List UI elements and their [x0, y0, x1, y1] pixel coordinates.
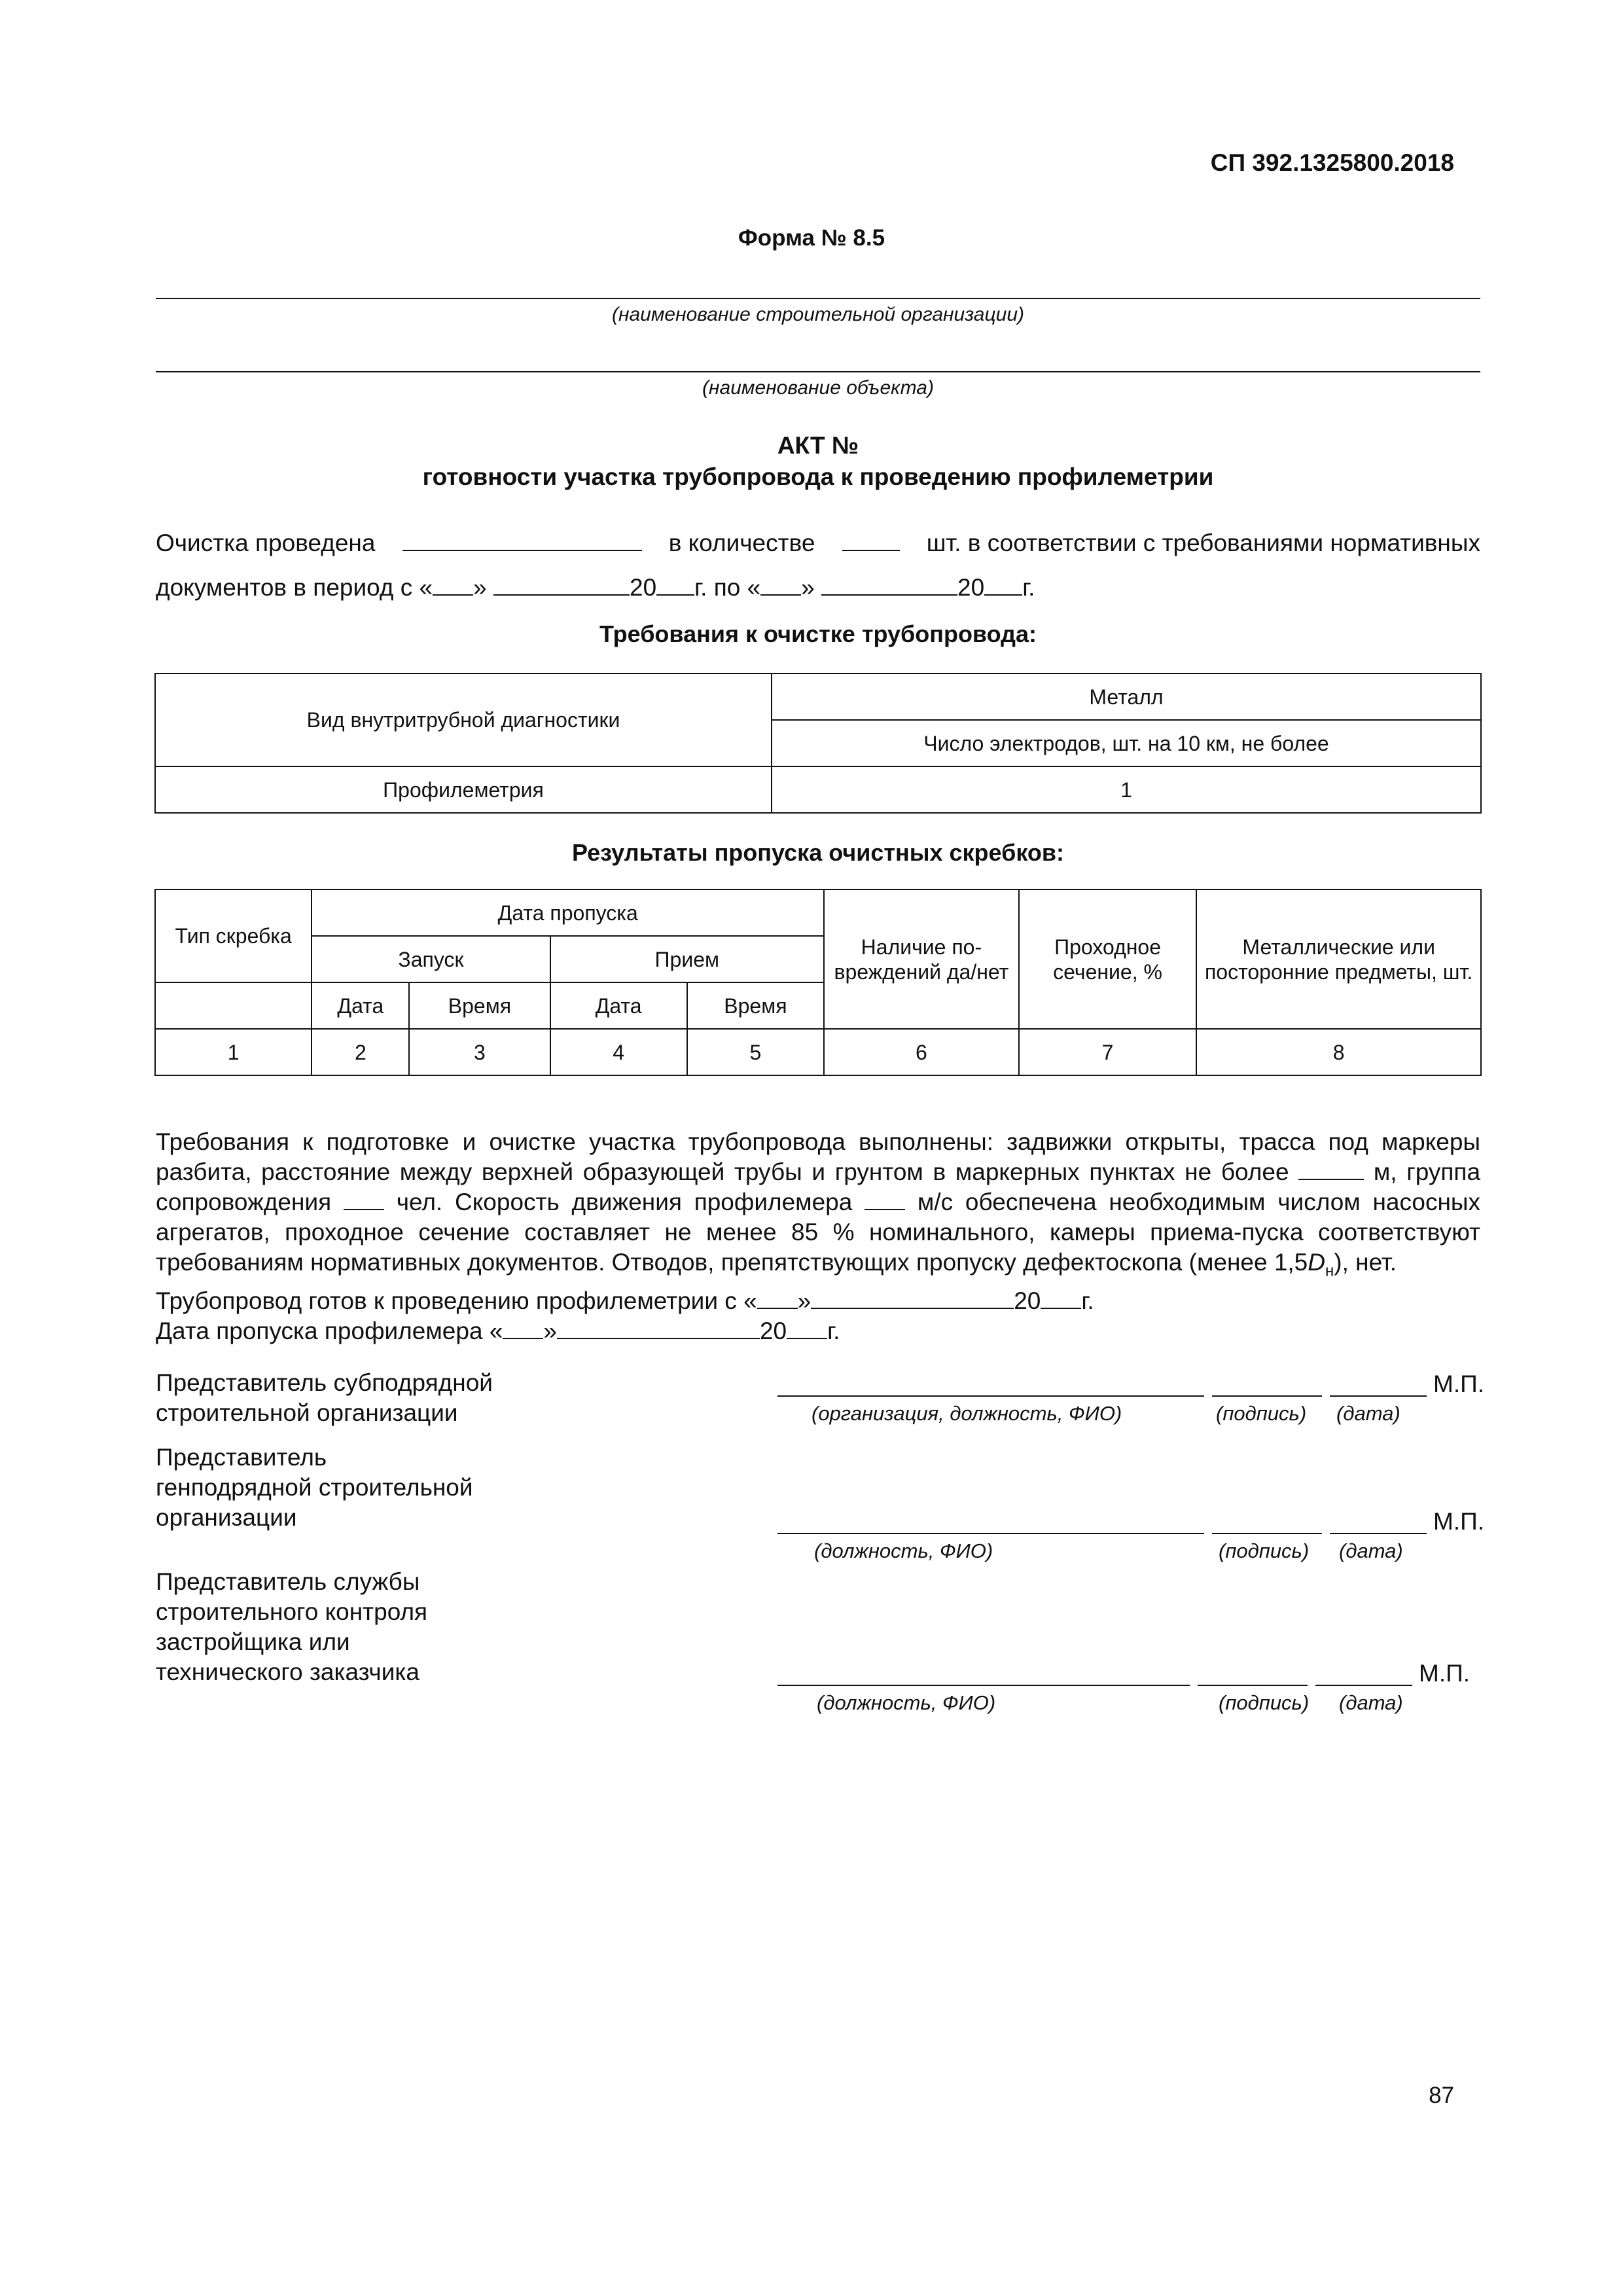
- requirements-table: [154, 673, 1482, 814]
- stamp-mark: М.П.: [1433, 1371, 1484, 1397]
- act-subtitle: готовности участка трубопровода к проведению профилеметрии: [422, 463, 1214, 490]
- end-month-field[interactable]: [821, 575, 957, 596]
- subcontractor-date-field[interactable]: [1330, 1395, 1427, 1397]
- rep-construction-control-label: [156, 1567, 427, 1687]
- label-line: застройщика или: [156, 1628, 350, 1655]
- label-line: организации: [156, 1504, 297, 1531]
- caption-position: (должность, ФИО): [814, 1539, 993, 1562]
- caption-org: (организация, должность, ФИО): [812, 1402, 1122, 1425]
- intro-text-cleaning: Очистка проведена: [156, 529, 376, 556]
- paragraph-text-4: м/с обеспечена необходимым числом насосных агрегатов, проходное сечение составляет не менее 85 % номинального, камеры приема-пуска соответствуют требованиям нормативных документов. Отводов, препятствующих пропуску дефектоскопа (менее 1,5: [156, 1189, 1481, 1276]
- header-electrode-count: Число электродов, шт. на 10 км, не более: [772, 720, 1481, 766]
- paragraph-text-5: ), нет.: [1334, 1249, 1397, 1276]
- stamp-mark: М.П.: [1419, 1660, 1470, 1687]
- header-receive-date: Дата: [550, 982, 687, 1029]
- org-name-caption: (наименование строительной организации): [611, 304, 1024, 325]
- paragraph-text-1: Требования к подготовке и очистке участка трубопровода выполнены: задвижки открыты, трасса под маркеры разбита, расстояние между верхней образующей трубы и грунтом в маркерных пунктах не более: [156, 1128, 1480, 1185]
- label-line: Представитель: [156, 1444, 327, 1471]
- header-diagnostic-type: Вид внутритрубной диагностики: [155, 673, 772, 766]
- requirements-heading: Требования к очистке трубопровода:: [599, 620, 1037, 647]
- year-prefix: 20: [630, 574, 657, 601]
- label-line: строительного контроля: [156, 1598, 428, 1625]
- year-suffix: г.: [1081, 1287, 1094, 1315]
- year-suffix: г.: [827, 1318, 840, 1345]
- row-electrode-value: 1: [772, 766, 1481, 813]
- paragraph-text-2: м, группа сопровождения: [156, 1158, 1481, 1215]
- caption-signature: (подпись): [1219, 1691, 1310, 1714]
- header-metal: Металл: [772, 673, 1481, 720]
- intro-text-to: г. по «: [694, 574, 761, 601]
- object-name-line[interactable]: [156, 371, 1480, 372]
- header-damage: Наличие по-вреждений да/нет: [824, 889, 1019, 1029]
- column-number: 2: [312, 1029, 409, 1075]
- distance-field[interactable]: [1298, 1159, 1364, 1180]
- org-name-line[interactable]: [156, 298, 1480, 299]
- ready-year-field[interactable]: [1041, 1288, 1081, 1309]
- results-heading: Результаты пропуска очистных скребков:: [572, 839, 1064, 866]
- rep-subcontractor-label: [156, 1368, 493, 1428]
- header-foreign-objects: Металлические или посторонние предметы, шт.: [1196, 889, 1481, 1029]
- form-number: Форма № 8.5: [738, 225, 885, 251]
- column-number: 8: [1196, 1029, 1481, 1075]
- speed-field[interactable]: [865, 1189, 905, 1210]
- header-launch-time: Время: [409, 982, 550, 1029]
- header-section: Проходное сечение, %: [1019, 889, 1197, 1029]
- ready-month-field[interactable]: [811, 1288, 1014, 1309]
- column-number: 7: [1019, 1029, 1197, 1075]
- header-pass-date: Дата пропуска: [312, 889, 824, 936]
- caption-signature: (подпись): [1216, 1402, 1307, 1425]
- column-number: 1: [155, 1029, 312, 1075]
- intro-line-1: [156, 521, 1480, 565]
- quote-close: »: [543, 1318, 557, 1345]
- start-year-field[interactable]: [656, 575, 694, 596]
- column-number: 6: [824, 1029, 1019, 1075]
- paragraph-text-3: чел. Скорость движения профилемера: [396, 1189, 853, 1215]
- label-line: Представитель службы: [156, 1568, 420, 1595]
- page-number: 87: [1429, 2083, 1454, 2108]
- label-line: технического заказчика: [156, 1659, 419, 1685]
- column-number: 5: [687, 1029, 824, 1075]
- pass-year-field[interactable]: [787, 1318, 827, 1339]
- cell-empty: [155, 982, 312, 1029]
- ready-day-field[interactable]: [757, 1288, 798, 1309]
- quote-close: »: [473, 574, 487, 601]
- paragraph-main: [156, 1127, 1480, 1286]
- object-name-caption: (наименование объекта): [702, 377, 934, 399]
- act-title: АКТ №: [777, 432, 859, 459]
- caption-date: (дата): [1339, 1691, 1403, 1714]
- header-launch-date: Дата: [312, 982, 409, 1029]
- gencontractor-signature-field[interactable]: [1212, 1533, 1322, 1534]
- control-signature-field[interactable]: [1198, 1685, 1308, 1686]
- pass-day-field[interactable]: [503, 1318, 543, 1339]
- intro-text-quantity: в количестве: [668, 529, 815, 556]
- document-code: СП 392.1325800.2018: [1210, 149, 1454, 176]
- caption-signature: (подпись): [1219, 1539, 1310, 1562]
- year-prefix: 20: [1014, 1287, 1041, 1315]
- year-prefix: 20: [759, 1318, 787, 1345]
- stamp-mark: М.П.: [1433, 1508, 1484, 1535]
- header-receive: Прием: [550, 936, 824, 982]
- row-profilometry: Профилеметрия: [155, 766, 772, 813]
- escort-count-field[interactable]: [344, 1189, 384, 1210]
- column-number: 3: [409, 1029, 550, 1075]
- pass-date-text: Дата пропуска профилемера «: [156, 1318, 503, 1345]
- column-number: 4: [550, 1029, 687, 1075]
- label-line: Представитель субподрядной: [156, 1369, 493, 1396]
- diameter-symbol: D: [1308, 1249, 1325, 1276]
- start-day-field[interactable]: [433, 575, 473, 596]
- gencontractor-position-field[interactable]: [777, 1533, 1204, 1534]
- label-line: генподрядной строительной: [156, 1474, 473, 1501]
- pass-month-field[interactable]: [557, 1318, 760, 1339]
- header-scraper-type: Тип скребка: [155, 889, 312, 982]
- requirements-paragraph: [156, 1127, 1480, 1346]
- header-receive-time: Время: [687, 982, 824, 1029]
- end-day-field[interactable]: [760, 575, 801, 596]
- year-prefix: 20: [957, 574, 985, 601]
- subcontractor-signature-field[interactable]: [1212, 1395, 1322, 1397]
- rep-general-contractor-label: [156, 1443, 473, 1533]
- year-suffix: г.: [1022, 574, 1035, 601]
- caption-date: (дата): [1339, 1539, 1403, 1562]
- quote-close: »: [797, 1287, 812, 1315]
- control-date-field[interactable]: [1315, 1685, 1412, 1686]
- caption-position: (должность, ФИО): [817, 1691, 996, 1714]
- results-table: [154, 889, 1482, 1076]
- gencontractor-date-field[interactable]: [1330, 1533, 1427, 1534]
- quote-close: »: [801, 574, 815, 601]
- pass-date-line: [156, 1316, 1480, 1346]
- intro-text-requirements: шт. в соответствии с требованиями нормативных: [926, 529, 1480, 556]
- subcontractor-org-field[interactable]: [777, 1395, 1204, 1397]
- diameter-subscript: н: [1325, 1262, 1334, 1280]
- end-year-field[interactable]: [984, 575, 1022, 596]
- cleaning-method-field[interactable]: [402, 530, 642, 551]
- start-month-field[interactable]: [493, 575, 630, 596]
- quantity-field[interactable]: [842, 530, 900, 551]
- intro-text-period: документов в период с «: [156, 574, 433, 601]
- ready-text: Трубопровод готов к проведению профилеметрии с «: [156, 1287, 757, 1315]
- intro-line-2: [156, 565, 1035, 610]
- ready-line: [156, 1286, 1480, 1316]
- header-launch: Запуск: [312, 936, 550, 982]
- caption-date: (дата): [1336, 1402, 1400, 1425]
- label-line: строительной организации: [156, 1399, 458, 1426]
- control-position-field[interactable]: [777, 1685, 1190, 1686]
